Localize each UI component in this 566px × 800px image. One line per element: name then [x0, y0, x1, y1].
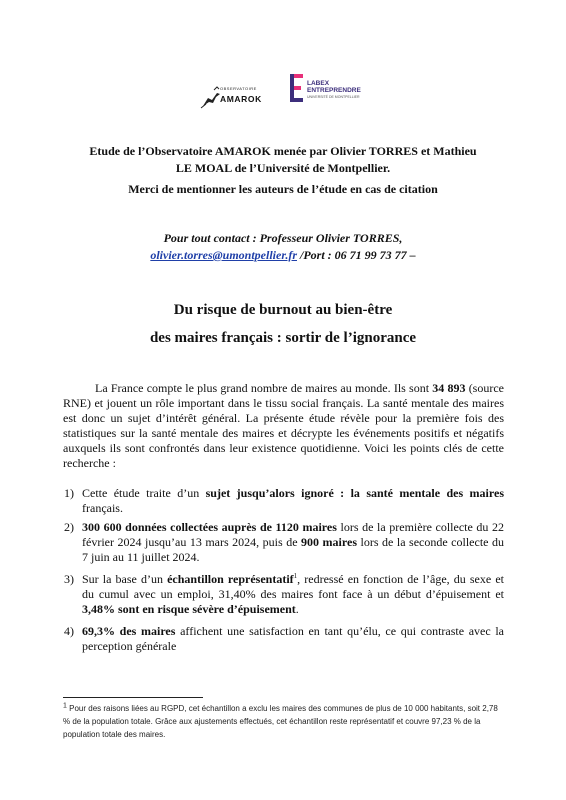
point-1-text-c: français. [82, 501, 123, 515]
contact-details [0, 247, 566, 264]
point-4-bold-a: 69,3% des maires [82, 624, 176, 638]
point-3-bold-d: 3,48% sont en risque sévère d’épuisement [82, 602, 296, 616]
study-credits [0, 143, 566, 177]
mayor-count: 34 893 [432, 381, 466, 395]
point-2-text-b: lors de la première collecte du 22 février 2024 jusqu’au 13 mars 2024, puis de [82, 520, 504, 549]
footnote [63, 702, 504, 741]
contact-name: Pour tout contact : Professeur Olivier TORRES, [163, 231, 403, 245]
labex-logo [290, 74, 380, 110]
logo-bar [0, 70, 566, 115]
footnote-text: Pour des raisons liées au RGPD, cet échantillon a exclu les maires des communes de plus de 10 000 habitants, soit 2,78 % de la population totale. Grâce aux ajustements effectués, cet échantillon reste représentatif et couvre 97,23 % de la population totale des maires. [63, 704, 498, 739]
list-number: 3) [64, 572, 74, 586]
intro-text-a: La France compte le plus grand nombre de maires au monde. Ils sont [95, 381, 433, 395]
labex-logo-line3: UNIVERSITÉ DE MONTPELLIER [307, 95, 360, 99]
point-1-bold: sujet jusqu’alors ignoré : la santé mentale des maires [205, 486, 504, 500]
list-item [64, 572, 504, 617]
point-4-text-b: affichent une satisfaction en tant qu’élu, ce qui contraste avec la perception générale [82, 624, 505, 653]
labex-logo-line2: ENTREPRENDRE [307, 87, 361, 94]
citation-request: Merci de mentionner les auteurs de l’étude en cas de citation [128, 182, 438, 196]
amarok-logo-name: AMAROK [220, 94, 262, 104]
amarok-logo [200, 80, 280, 114]
footnote-ref[interactable]: 1 [293, 572, 298, 580]
labex-mark-icon [290, 74, 304, 102]
point-3-bold-b: échantillon représentatif [167, 572, 294, 586]
point-2-text-d: lors de la seconde collecte du 7 juin au 11 juillet 2024. [82, 535, 504, 564]
bird-icon [200, 84, 222, 110]
point-1-text-a: Cette étude traite d’un [82, 486, 206, 500]
amarok-logo-small: OBSERVATOIRE [220, 86, 257, 91]
point-3-text-c: , redressé en fonction de l’âge, du sexe et du cumul avec un emploi, 31,40% des maires font face à un début d’épuisement et [82, 572, 504, 601]
contact-email-link[interactable]: olivier.torres@umontpellier.fr [150, 248, 297, 262]
title-line-2: des maires français : sortir de l’ignorance [149, 330, 417, 346]
footnote-number: 1 [63, 702, 67, 710]
intro-text-c: (source RNE) et jouent un rôle important dans le tissu social français. La santé mentale des maires est donc un sujet d’intérêt général. La présente étude révèle pour la première fois des statistiques sur la santé mentale des maires et décrypte les événements positifs et négatifs auxquels ils sont confrontés dans leur existence quotidienne. Voici les points clés de cette recherche : [63, 381, 505, 470]
labex-logo-line1: LABEX [307, 80, 330, 87]
list-item [64, 486, 504, 516]
credits-line-1: Etude de l’Observatoire AMAROK menée par Olivier TORRES et Mathieu [89, 144, 477, 158]
contact-phone: /Port : 06 71 99 73 77 – [297, 248, 416, 262]
list-item [64, 624, 505, 654]
point-3-text-a: Sur la base d’un [82, 572, 168, 586]
contact-block [0, 230, 566, 264]
list-number: 4) [64, 624, 74, 638]
point-2-bold-c: 900 maires [301, 535, 357, 549]
list-number: 1) [64, 486, 74, 500]
list-item [64, 520, 504, 565]
point-2-bold-a: 300 600 données collectées auprès de 1120 maires [82, 520, 337, 534]
credits-line-2: LE MOAL de l’Université de Montpellier. [175, 161, 391, 175]
footnote-divider [63, 697, 203, 698]
intro-paragraph [63, 381, 504, 471]
list-number: 2) [64, 520, 74, 534]
title-line-1: Du risque de burnout au bien-être [173, 302, 393, 318]
point-3-text-e: . [295, 602, 299, 616]
